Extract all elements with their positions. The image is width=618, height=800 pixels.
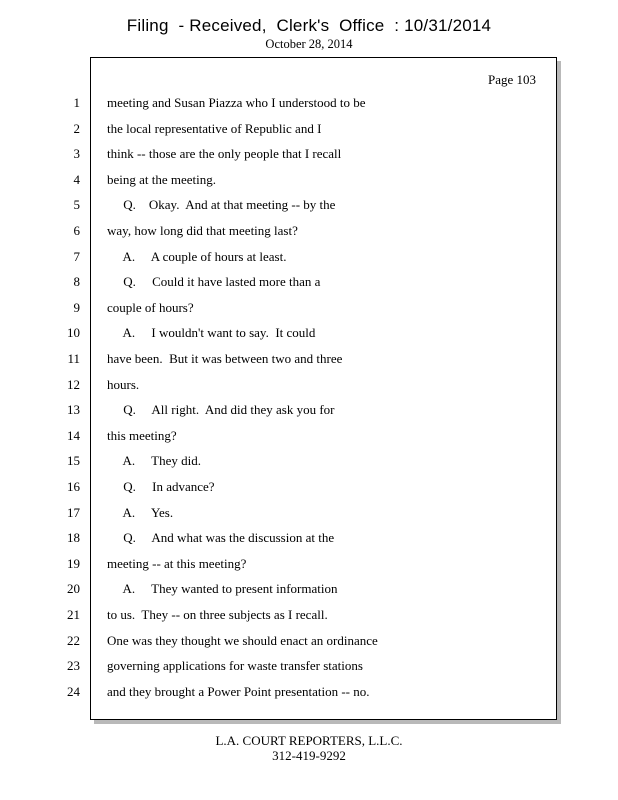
- line-number: 5: [73, 197, 80, 212]
- line-number: 3: [73, 146, 80, 161]
- line-number: 15: [67, 453, 80, 468]
- line-number: 20: [67, 581, 80, 596]
- transcript-line: meeting -- at this meeting?: [107, 556, 247, 571]
- transcript-line: A. I wouldn't want to say. It could: [107, 325, 316, 340]
- transcript-line: to us. They -- on three subjects as I recall.: [107, 607, 328, 622]
- transcript-line: couple of hours?: [107, 300, 194, 315]
- transcript-line: hours.: [107, 377, 140, 392]
- line-number: 17: [67, 505, 80, 520]
- transcript-line: have been. But it was between two and three: [107, 351, 343, 366]
- deposition-date: October 28, 2014: [265, 37, 353, 51]
- transcript-line: Q. All right. And did they ask you for: [107, 402, 335, 417]
- transcript-line: A. They did.: [107, 453, 202, 468]
- line-number: 23: [67, 658, 80, 673]
- line-number: 11: [67, 351, 80, 366]
- transcript-line: A. A couple of hours at least.: [107, 249, 287, 264]
- line-number: 2: [73, 121, 80, 136]
- line-number: 6: [73, 223, 80, 238]
- line-number: 1: [73, 95, 80, 110]
- line-number: 12: [67, 377, 80, 392]
- transcript-line: think -- those are the only people that I recall: [107, 146, 342, 161]
- transcript-line: being at the meeting.: [107, 172, 217, 187]
- line-number: 21: [67, 607, 80, 622]
- transcript-line: A. Yes.: [107, 505, 174, 520]
- filing-stamp: Filing - Received, Clerk's Office : 10/31/2014: [126, 16, 492, 35]
- page-number: Page 103: [487, 72, 536, 87]
- transcript-line: Q. Could it have lasted more than a: [107, 274, 321, 289]
- line-number: 22: [67, 633, 80, 648]
- line-number: 13: [67, 402, 80, 417]
- transcript-line: Q. In advance?: [107, 479, 215, 494]
- transcript-line: One was they thought we should enact an ordinance: [107, 633, 378, 648]
- line-number: 24: [67, 684, 80, 699]
- line-number: 4: [73, 172, 80, 187]
- transcript-line: Q. And what was the discussion at the: [107, 530, 335, 545]
- transcript-line: governing applications for waste transfer stations: [107, 658, 363, 673]
- transcript-line: A. They wanted to present information: [107, 581, 338, 596]
- line-number: 9: [73, 300, 80, 315]
- footer-company: L.A. COURT REPORTERS, L.L.C.: [215, 733, 403, 748]
- transcript-line: meeting and Susan Piazza who I understood to be: [107, 95, 366, 110]
- transcript-line: the local representative of Republic and I: [107, 121, 322, 136]
- line-number: 18: [67, 530, 80, 545]
- line-number: 16: [67, 479, 80, 494]
- transcript-line: way, how long did that meeting last?: [107, 223, 298, 238]
- line-number: 10: [67, 325, 80, 340]
- line-number: 19: [67, 556, 80, 571]
- footer-phone: 312-419-9292: [272, 748, 346, 763]
- transcript-line: and they brought a Power Point presentation -- no.: [107, 684, 370, 699]
- transcript-line: this meeting?: [107, 428, 177, 443]
- line-number: 7: [73, 249, 80, 264]
- line-number: 8: [73, 274, 80, 289]
- transcript-line: Q. Okay. And at that meeting -- by the: [107, 197, 336, 212]
- line-number: 14: [67, 428, 80, 443]
